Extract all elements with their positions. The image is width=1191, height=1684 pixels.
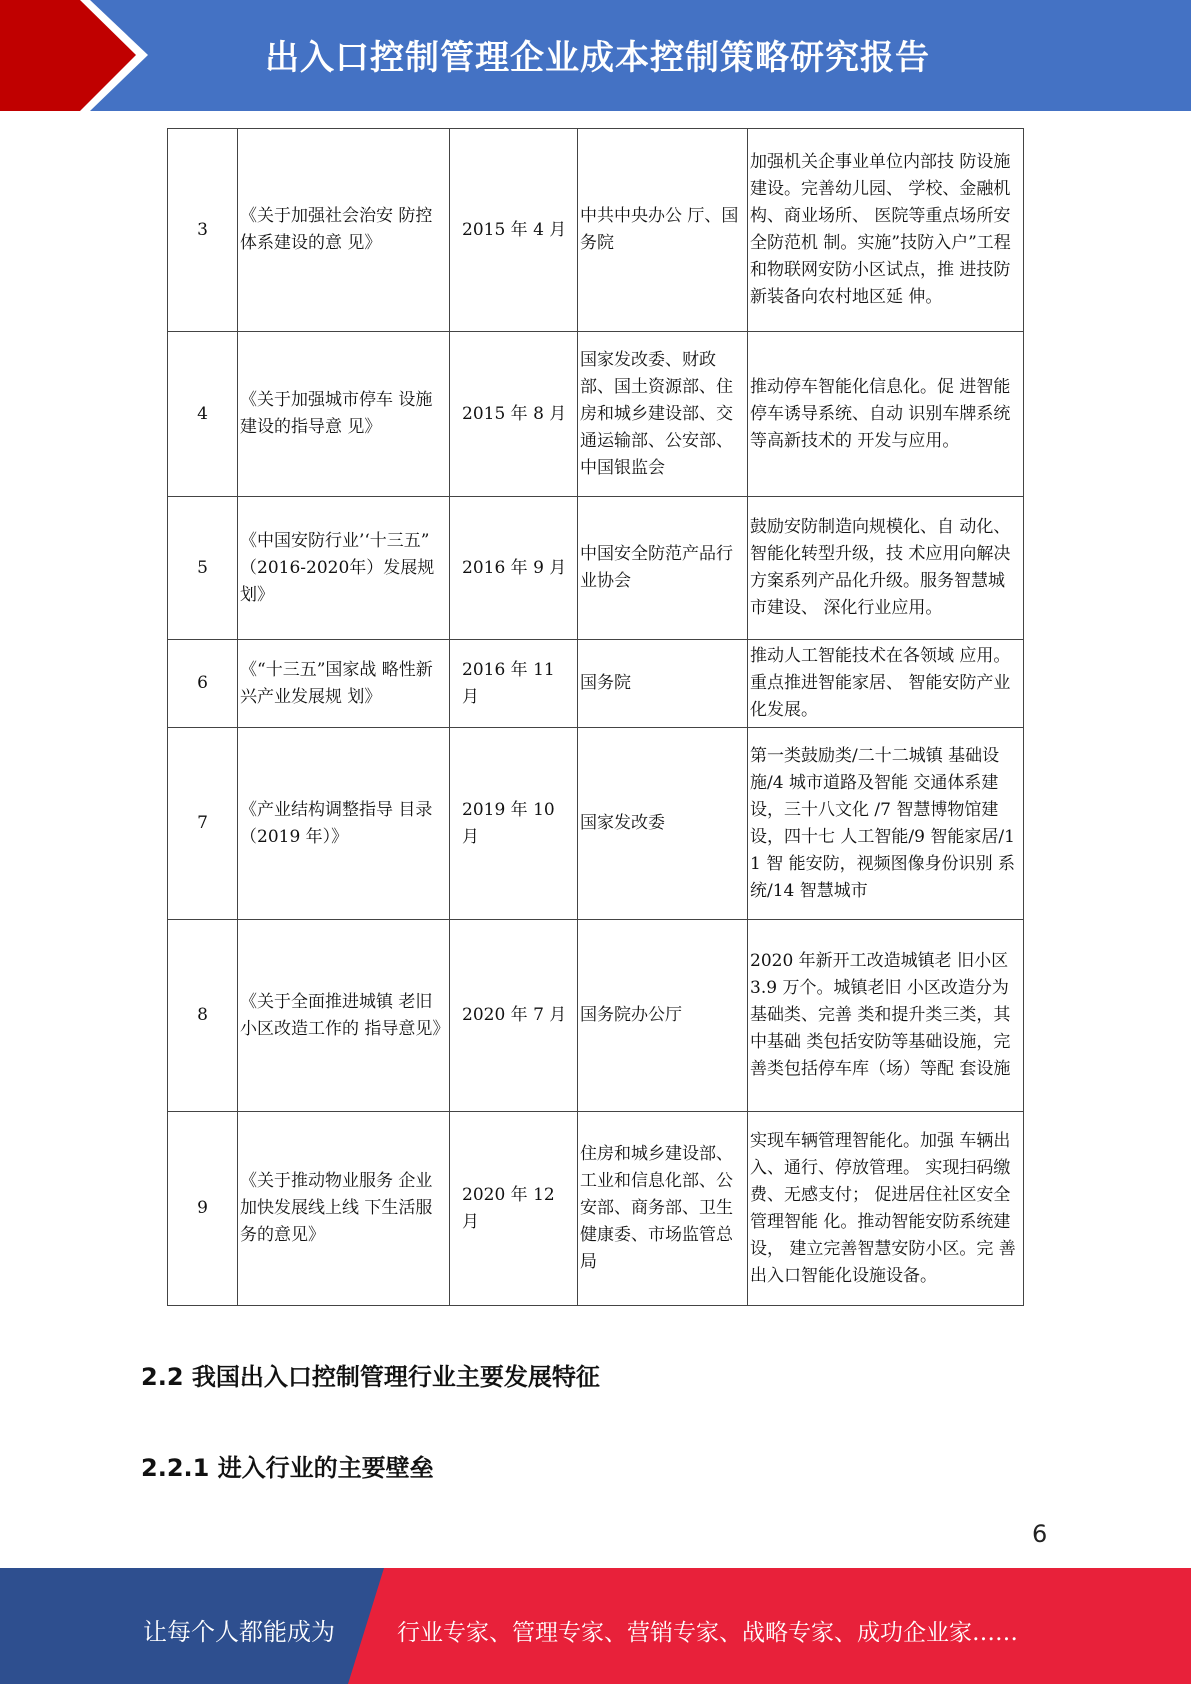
policy-content: 推动人工智能技术在各领域 应用。重点推进智能家居、 智能安防产业化发展。 [748,640,1024,728]
issue-date: 2016 年 9 月 [450,497,578,640]
table-row [168,1112,1024,1306]
policy-name: 《关于加强城市停车 设施建设的指导意 见》 [238,332,450,497]
policy-content: 第一类鼓励类/二十二城镇 基础设施/4 城市道路及智能 交通体系建设，三十八文化 /7 智慧博物馆建设，四十七 人工智能/9 智能家居/11 智 能安防，视频图像身份识别 系统/14 智慧城市 [748,728,1024,920]
policy-content: 推动停车智能化信息化。促 进智能停车诱导系统、自动 识别车牌系统等高新技术的 开发与应用。 [748,332,1024,497]
policy-name: 《关于推动物业服务 企业加快发展线上线 下生活服务的意见》 [238,1112,450,1306]
policy-content: 实现车辆管理智能化。加强 车辆出入、通行、停放管理。 实现扫码缴费、无感支付； 促进居住社区安全管理智能 化。推动智能安防系统建设， 建立完善智慧安防小区。完 善出入口智能化设施设备。 [748,1112,1024,1306]
row-number: 7 [168,728,238,920]
footer-slogan-left: 让每个人都能成为 [143,1618,335,1646]
issuing-authority: 中共中央办公 厅、国务院 [578,129,748,332]
policy-name: 《中国安防行业’‘十三五” （2016-2020年）发展规划》 [238,497,450,640]
page-header [0,0,1191,111]
issue-date: 2019 年 10 月 [450,728,578,920]
row-number: 5 [168,497,238,640]
page-number: 6 [1032,1520,1048,1548]
row-number: 8 [168,920,238,1112]
policy-table [167,128,1024,1306]
issuing-authority: 住房和城乡建设部、工业和信息化部、公安部、商务部、卫生健康委、市场监管总局 [578,1112,748,1306]
issuing-authority: 国家发改委 [578,728,748,920]
page-footer [0,1568,1191,1684]
issuing-authority: 国务院办公厅 [578,920,748,1112]
table-row [168,497,1024,640]
row-number: 6 [168,640,238,728]
report-title: 出入口控制管理企业成本控制策略研究报告 [265,38,930,78]
policy-name: 《“十三五”国家战 略性新兴产业发展规 划》 [238,640,450,728]
section-heading-2-2: 2.2 我国出入口控制管理行业主要发展特征 [141,1363,600,1391]
issuing-authority: 国务院 [578,640,748,728]
issue-date: 2015 年 8 月 [450,332,578,497]
table-row [168,332,1024,497]
policy-name: 《关于加强社会治安 防控体系建设的意 见》 [238,129,450,332]
table-row [168,728,1024,920]
issue-date: 2016 年 11 月 [450,640,578,728]
issuing-authority: 国家发改委、财政部、国土资源部、住房和城乡建设部、交通运输部、公安部、中国银监会 [578,332,748,497]
table-row [168,920,1024,1112]
row-number: 9 [168,1112,238,1306]
table-row [168,129,1024,332]
footer-slogan-right: 行业专家、管理专家、营销专家、战略专家、成功企业家…… [397,1620,1018,1646]
section-heading-2-2-1: 2.2.1 进入行业的主要壁垒 [141,1454,434,1482]
policy-name: 《关于全面推进城镇 老旧小区改造工作的 指导意见》 [238,920,450,1112]
table-row [168,640,1024,728]
issue-date: 2015 年 4 月 [450,129,578,332]
row-number: 3 [168,129,238,332]
issue-date: 2020 年 12 月 [450,1112,578,1306]
policy-name: 《产业结构调整指导 目录（2019 年）》 [238,728,450,920]
policy-table-body [168,129,1024,1306]
issuing-authority: 中国安全防范产品行业协会 [578,497,748,640]
issue-date: 2020 年 7 月 [450,920,578,1112]
policy-content: 2020 年新开工改造城镇老 旧小区 3.9 万个。城镇老旧 小区改造分为基础类、完善 类和提升类三类，其中基础 类包括安防等基础设施，完 善类包括停车库（场）等配 套设施 [748,920,1024,1112]
policy-content: 鼓励安防制造向规模化、自 动化、智能化转型升级，技 术应用向解决方案系列产品化升级。服务智慧城市建设、 深化行业应用。 [748,497,1024,640]
row-number: 4 [168,332,238,497]
policy-content: 加强机关企事业单位内部技 防设施建设。完善幼儿园、 学校、金融机构、商业场所、 医院等重点场所安全防范机 制。实施”技防入户”工程 和物联网安防小区试点，推 进技防新装备向农村地区延 伸。 [748,129,1024,332]
